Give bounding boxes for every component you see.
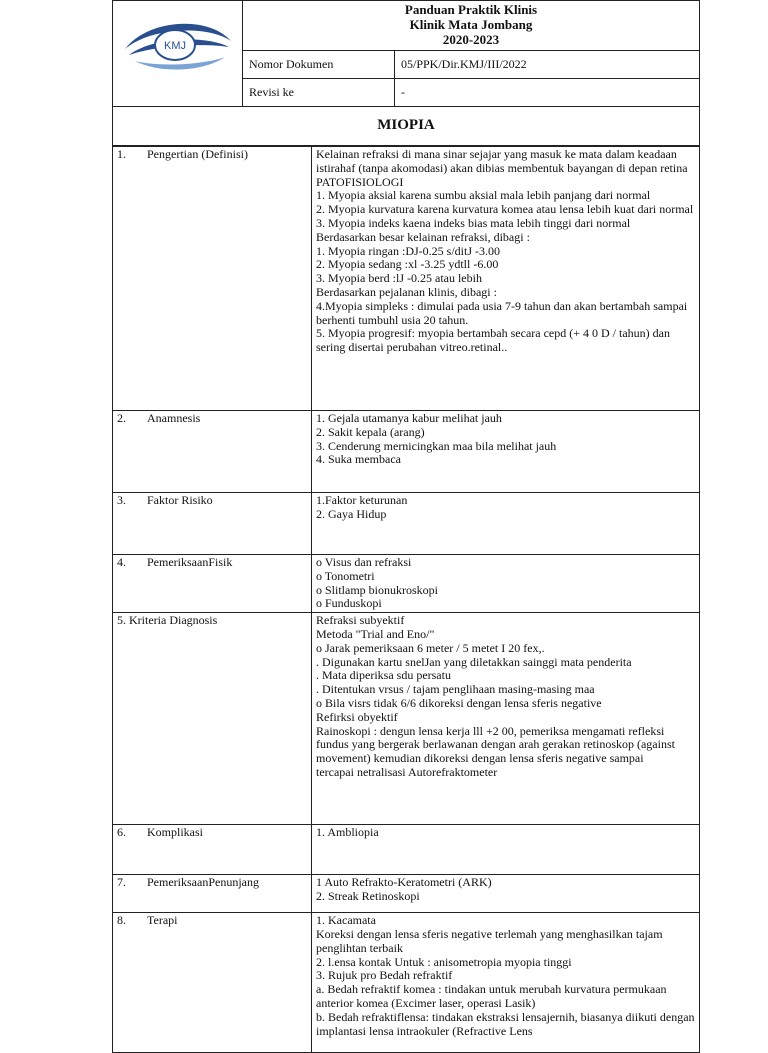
row-label-cell [113,875,312,913]
content-line: . Digunakan kartu snelJan yang diletakkan sainggi mata penderita [316,654,632,669]
content-line: Koreksi dengan lensa sferis negative terlemah yang menghasilkan tajam penglihtan terbaik [316,926,663,955]
title-line-2: Klinik Mata Jombang [409,17,533,32]
row-number: 5. [117,613,126,628]
content-table [112,146,700,1053]
content-line: 5. Myopia progresif: myopia bertambah secara cepd (+ 4 0 D / tahun) dan sering disertai perubahan vitreo.retinal.. [316,326,670,355]
content-line: fundus yang bergerak berlawanan dengan arah gerakan retinoskop (against [316,737,675,752]
content-line: 3. Rujuk pro Bedah refraktif [316,968,453,983]
row-label-cell [113,825,312,875]
row-content-cell [312,613,700,825]
row-number: 8. [117,913,126,928]
content-line: 1. Gejala utamanya kabur melihat jauh [316,411,502,425]
content-line: . Mata diperiksa sdu persatu [316,668,451,683]
row-content-cell [312,825,700,875]
table-row [113,555,700,613]
content-line: 3. Myopia berd :lJ -0.25 atau lebih [316,271,482,286]
content-line: 4.Myopia simpleks : dimulai pada usia 7-9 tahun dan akan bertambah sampai berhenti tumbuhl usia 20 tahun. [316,298,688,327]
content-line: 2. Streak Retinoskopi [316,888,420,903]
content-line: Refirksi obyektif [316,709,398,724]
content-line: Rainoskopi : dengun lensa kerja lll +2 00, pemeriksa mengamati refleksi [316,723,665,738]
row-number: 2. [117,411,126,425]
row-label-cell [113,493,312,555]
content-line: 1. Myopia aksial karena sumbu aksial mala lebih panjang dari normal [316,188,651,203]
doc-number-value: 05/PPK/Dir.KMJ/III/2022 [395,51,700,79]
content-line: o Tonometri [316,568,375,583]
content-line: 1. Kacamata [316,913,376,928]
row-content-cell [312,493,700,555]
title-line-3: 2020-2023 [442,32,500,47]
content-line: movement) kemudian dikoreksi dengan lensa sferis negative sampai [316,751,644,766]
kmj-eye-logo [113,1,241,101]
content-line: 4. Suka membaca [316,452,401,467]
content-line: 2. Sakit kepala (arang) [316,424,425,439]
content-line: o Visus dan refraksi [316,555,412,569]
revision-value: - [395,79,700,107]
row-number: 1. [117,147,126,161]
row-label-cell [113,411,312,493]
content-line: 2. Myopia sedang :xl -3.25 ydtll -6.00 [316,257,499,272]
row-label: Terapi [147,913,178,928]
row-label: Pengertian (Definisi) [147,147,248,161]
document-title-block [243,1,700,51]
content-line: 1 Auto Refrakto-Keratometri (ARK) [316,875,492,890]
table-row [113,147,700,411]
row-number: 3. [117,493,126,507]
logo-text: KMJ [164,40,186,52]
content-line: 2. Gaya Hidup [316,506,387,521]
row-label: Kriteria Diagnosis [129,613,218,628]
row-label: PemeriksaanFisik [147,555,233,569]
content-line: . Ditentukan vrsus / tajam penglihaan masing-masing maa [316,682,595,697]
content-line: o Bila visrs tidak 6/6 dikoreksi dengan lensa sferis negative [316,695,602,710]
content-line: 2. l.ensa kontak Untuk : anisometropia myopia tinggi [316,954,572,969]
content-line: 2. Myopia kurvatura karena kurvatura komea atau lensa lebih kuat dari normal [316,202,694,217]
row-label-cell [113,147,312,411]
table-row [113,411,700,493]
row-number: 7. [117,875,126,890]
content-line: 1. Ambliopia [316,825,379,840]
row-content-cell [312,555,700,613]
table-row [113,875,700,913]
content-line: Refraksi subyektif [316,613,405,628]
content-line: 3. Cenderung mernicingkan maa bila melihat jauh [316,438,557,453]
row-label: Anamnesis [147,411,201,425]
content-line: 1.Faktor keturunan [316,493,408,507]
content-line: tercapai netralisasi Autorefraktometer [316,764,498,779]
content-line: 1. Myopia ringan :DJ-0.25 s/ditJ -3.00 [316,243,500,258]
row-content-cell [312,913,700,1053]
doc-number-label: Nomor Dokumen [243,51,395,79]
table-row [113,825,700,875]
content-line: Berdasarkan besar kelainan refraksi, dibagi : [316,229,530,244]
content-line: Metoda "Trial and Eno/" [316,626,435,641]
content-line: o Funduskopi [316,596,382,611]
row-label: Komplikasi [147,825,203,840]
content-line: PATOFISIOLOGI [316,174,404,189]
content-line: istirahaf (tanpa akomodasi) akan dibias membentuk bayangan di depan retina [316,160,688,175]
row-content-cell [312,147,700,411]
row-number: 6. [117,825,126,840]
row-label-cell [113,613,312,825]
section-title: MIOPIA [113,107,700,146]
row-content-cell [312,411,700,493]
content-line: a. Bedah refraktif komea : tindakan untuk merubah kurvatura permukaan anterior komea (Excimer laser, operasi Lasik) [316,982,667,1010]
table-row [113,913,700,1053]
revision-label: Revisi ke [243,79,395,107]
document-page [112,0,699,1053]
content-line: Berdasarkan pejalanan klinis, dibagi : [316,284,497,299]
title-line-1: Panduan Praktik Klinis [404,2,538,17]
row-content-cell [312,875,700,913]
row-number: 4. [117,555,126,569]
logo-cell [113,1,243,107]
content-line: o Slitlamp bionukroskopi [316,582,439,597]
content-line: Kelainan refraksi di mana sinar sejajar yang masuk ke mata dalam keadaan [316,147,677,161]
content-line: b. Bedah refraktiflensa: tindakan ekstraksi lensajernih, biasanya diikuti dengan implantasi lensa intraokuler (Refractive Lens [316,1009,695,1038]
row-label-cell [113,913,312,1053]
row-label: Faktor Risiko [147,493,213,507]
content-line: o Jarak pemeriksaan 6 meter / 5 metet I 20 fex,. [316,640,545,655]
table-row [113,613,700,825]
header-table [112,0,700,146]
content-line: 3. Myopia indeks kaena indeks bias mata lebih tinggi dari normal [316,215,631,230]
row-label: PemeriksaanPenunjang [147,875,259,890]
table-row [113,493,700,555]
row-label-cell [113,555,312,613]
